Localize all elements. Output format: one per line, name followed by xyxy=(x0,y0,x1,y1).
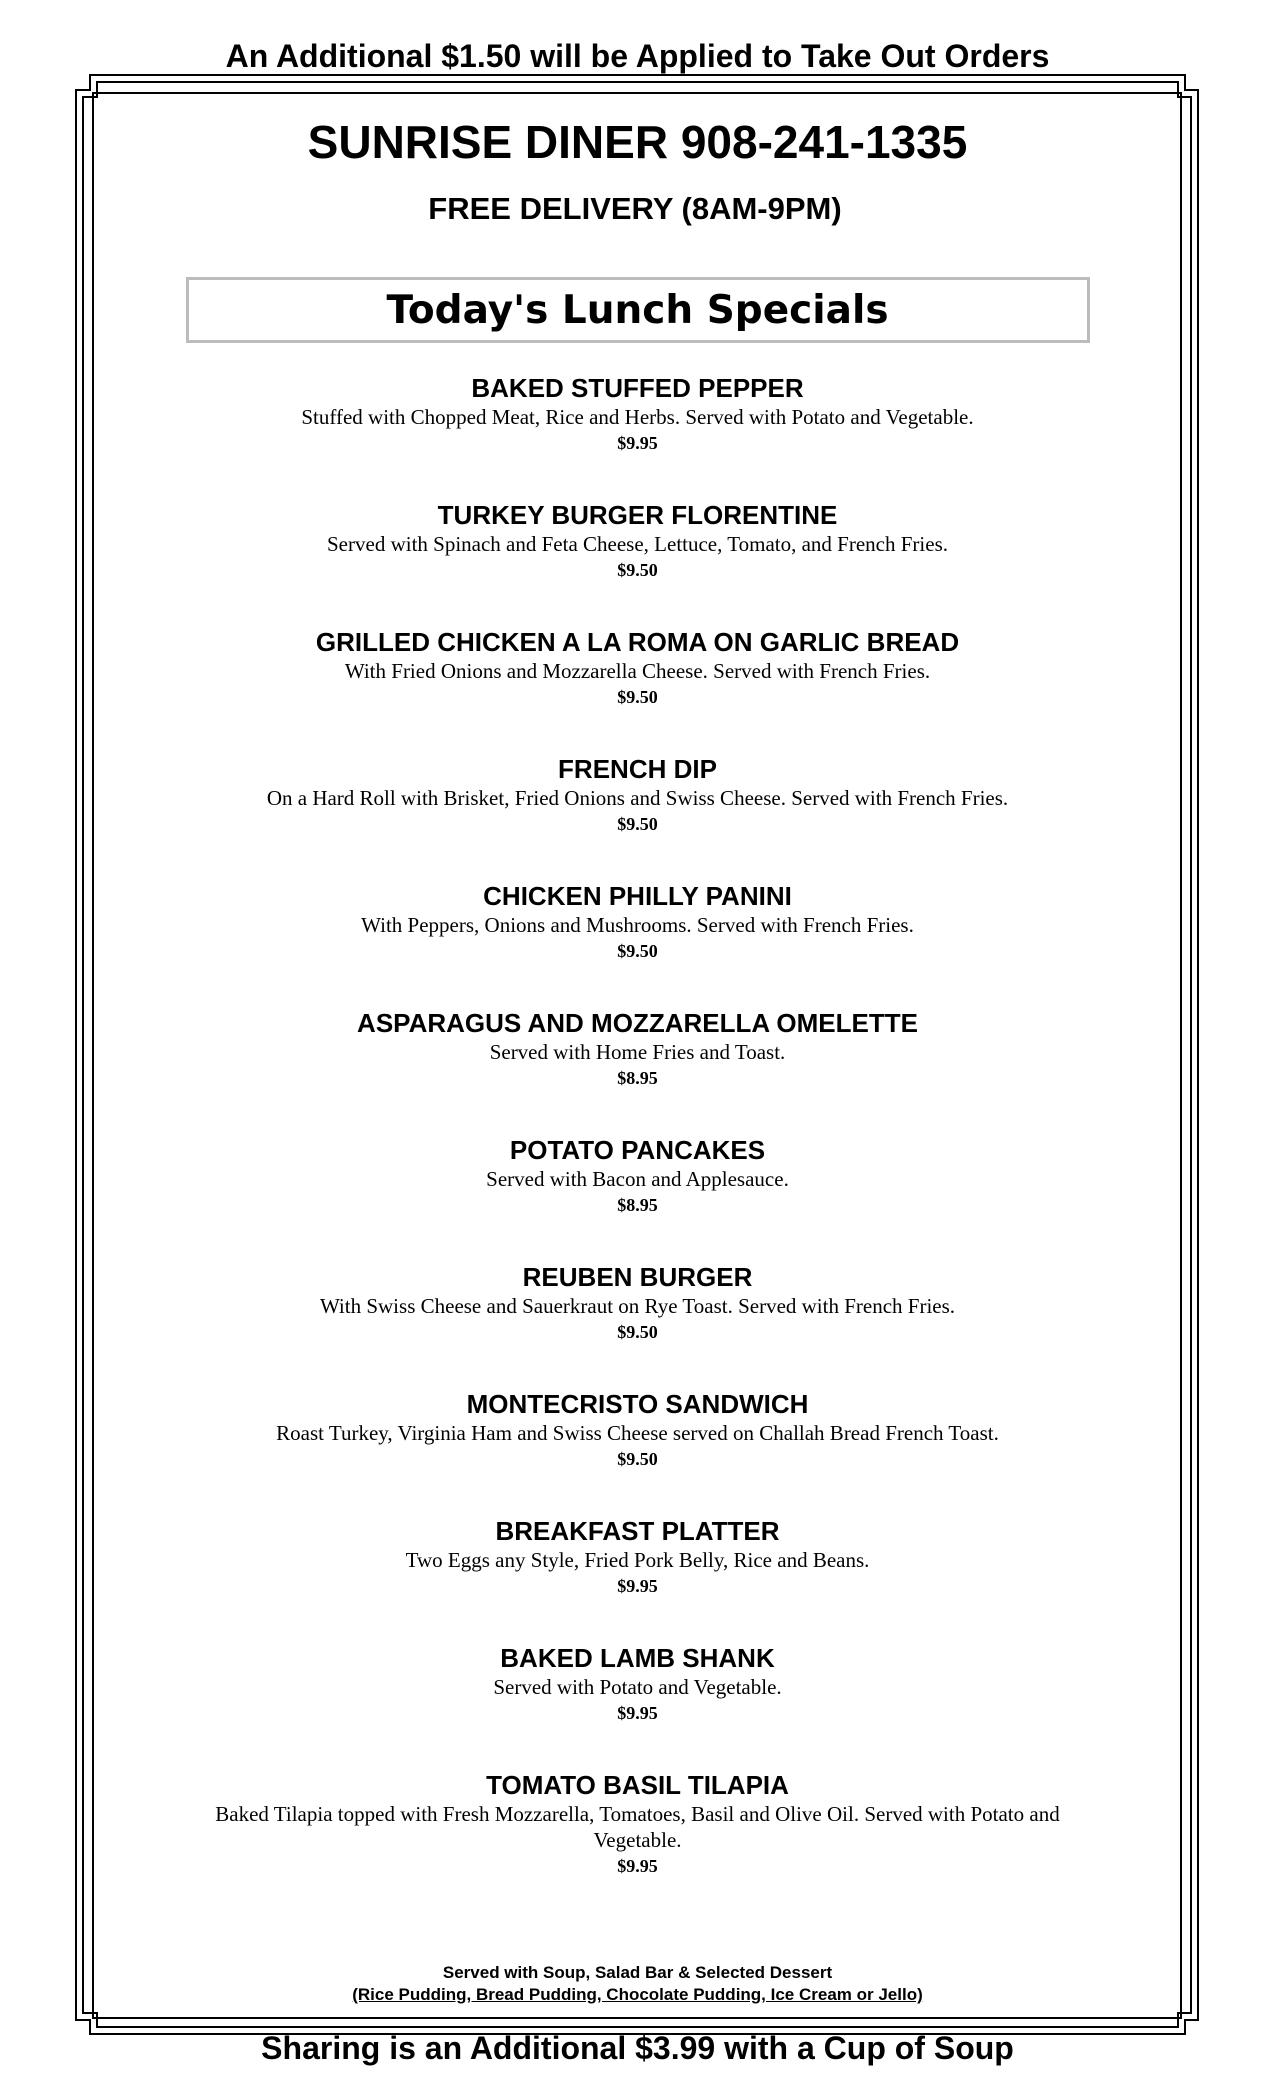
served-with-note: Served with Soup, Salad Bar & Selected Dessert xyxy=(442,1963,833,1982)
menu-item xyxy=(115,881,1160,1008)
menu-item-name: TOMATO BASIL TILAPIA xyxy=(486,1770,789,1800)
menu-item-description: Served with Spinach and Feta Cheese, Lettuce, Tomato, and French Fries. xyxy=(327,532,948,556)
menu-item-price: $8.95 xyxy=(617,1068,658,1088)
menu-item-price: $9.50 xyxy=(617,814,658,834)
menu-item-price: $9.50 xyxy=(617,1322,658,1342)
menu-item-price: $9.50 xyxy=(617,1449,658,1469)
specials-title-box xyxy=(186,277,1090,343)
menu-item xyxy=(115,1008,1160,1135)
menu-item xyxy=(115,1389,1160,1516)
menu-item-description: Roast Turkey, Virginia Ham and Swiss Cheese served on Challah Bread French Toast. xyxy=(276,1421,999,1445)
menu-item xyxy=(115,627,1160,754)
specials-title: Today's Lunch Specials xyxy=(386,287,889,333)
menu-item-name: TURKEY BURGER FLORENTINE xyxy=(437,500,838,530)
diner-name: SUNRISE DINER 908-241-1335 xyxy=(307,116,968,168)
menu-item-name: GRILLED CHICKEN A LA ROMA ON GARLIC BREAD xyxy=(315,627,960,657)
menu-item-description: Stuffed with Chopped Meat, Rice and Herbs. Served with Potato and Vegetable. xyxy=(301,405,974,429)
menu-item-description: Two Eggs any Style, Fried Pork Belly, Rice and Beans. xyxy=(405,1548,870,1572)
menu-item-name: BREAKFAST PLATTER xyxy=(495,1516,780,1546)
menu-item xyxy=(115,1516,1160,1643)
menu-item-price: $9.95 xyxy=(617,1576,658,1596)
menu-item-price: $9.50 xyxy=(617,941,658,961)
menu-item xyxy=(115,500,1160,627)
menu-item-name: FRENCH DIP xyxy=(558,754,717,784)
menu-item-name: MONTECRISTO SANDWICH xyxy=(466,1389,809,1419)
menu-item xyxy=(115,373,1160,500)
menu-item-description: Served with Bacon and Applesauce. xyxy=(486,1167,789,1191)
menu-item xyxy=(115,1262,1160,1389)
menu-item xyxy=(115,1135,1160,1262)
menu-item-description: Served with Potato and Vegetable. xyxy=(493,1675,782,1699)
menu-item-description: Served with Home Fries and Toast. xyxy=(489,1040,786,1064)
menu-item-price: $9.95 xyxy=(617,1856,658,1876)
menu-item xyxy=(115,1643,1160,1770)
menu-item-price: $9.50 xyxy=(617,687,658,707)
menu-item-description: On a Hard Roll with Brisket, Fried Onions and Swiss Cheese. Served with French Fries. xyxy=(266,786,1009,810)
takeout-notice: An Additional $1.50 will be Applied to Take Out Orders xyxy=(225,38,1050,74)
menu-content xyxy=(115,115,1160,1920)
dessert-options-note: (Rice Pudding, Bread Pudding, Chocolate Pudding, Ice Cream or Jello) xyxy=(352,1985,923,2004)
menu-item-price: $9.95 xyxy=(617,1703,658,1723)
sharing-notice: Sharing is an Additional $3.99 with a Cup of Soup xyxy=(261,2030,1014,2066)
menu-item-name: ASPARAGUS AND MOZZARELLA OMELETTE xyxy=(357,1008,918,1038)
menu-item-name: BAKED LAMB SHANK xyxy=(500,1643,775,1673)
menu-item xyxy=(115,754,1160,881)
menu-item-name: CHICKEN PHILLY PANINI xyxy=(483,881,792,911)
menu-item-price: $8.95 xyxy=(617,1195,658,1215)
menu-item-description: Baked Tilapia topped with Fresh Mozzarella, Tomatoes, Basil and Olive Oil. Served with Potato and Vegetable. xyxy=(215,1802,1060,1852)
delivery-info: FREE DELIVERY (8AM-9PM) xyxy=(428,191,842,226)
menu-list xyxy=(115,373,1160,1920)
menu-item-name: POTATO PANCAKES xyxy=(509,1135,766,1165)
menu-item-name: BAKED STUFFED PEPPER xyxy=(471,373,804,403)
menu-item-price: $9.50 xyxy=(617,560,658,580)
menu-item-description: With Swiss Cheese and Sauerkraut on Rye Toast. Served with French Fries. xyxy=(319,1294,956,1318)
menu-item-description: With Peppers, Onions and Mushrooms. Served with French Fries. xyxy=(361,913,914,937)
menu-item-price: $9.95 xyxy=(617,433,658,453)
menu-item xyxy=(115,1770,1160,1920)
menu-item-name: REUBEN BURGER xyxy=(522,1262,753,1292)
menu-item-description: With Fried Onions and Mozzarella Cheese. Served with French Fries. xyxy=(344,659,931,683)
